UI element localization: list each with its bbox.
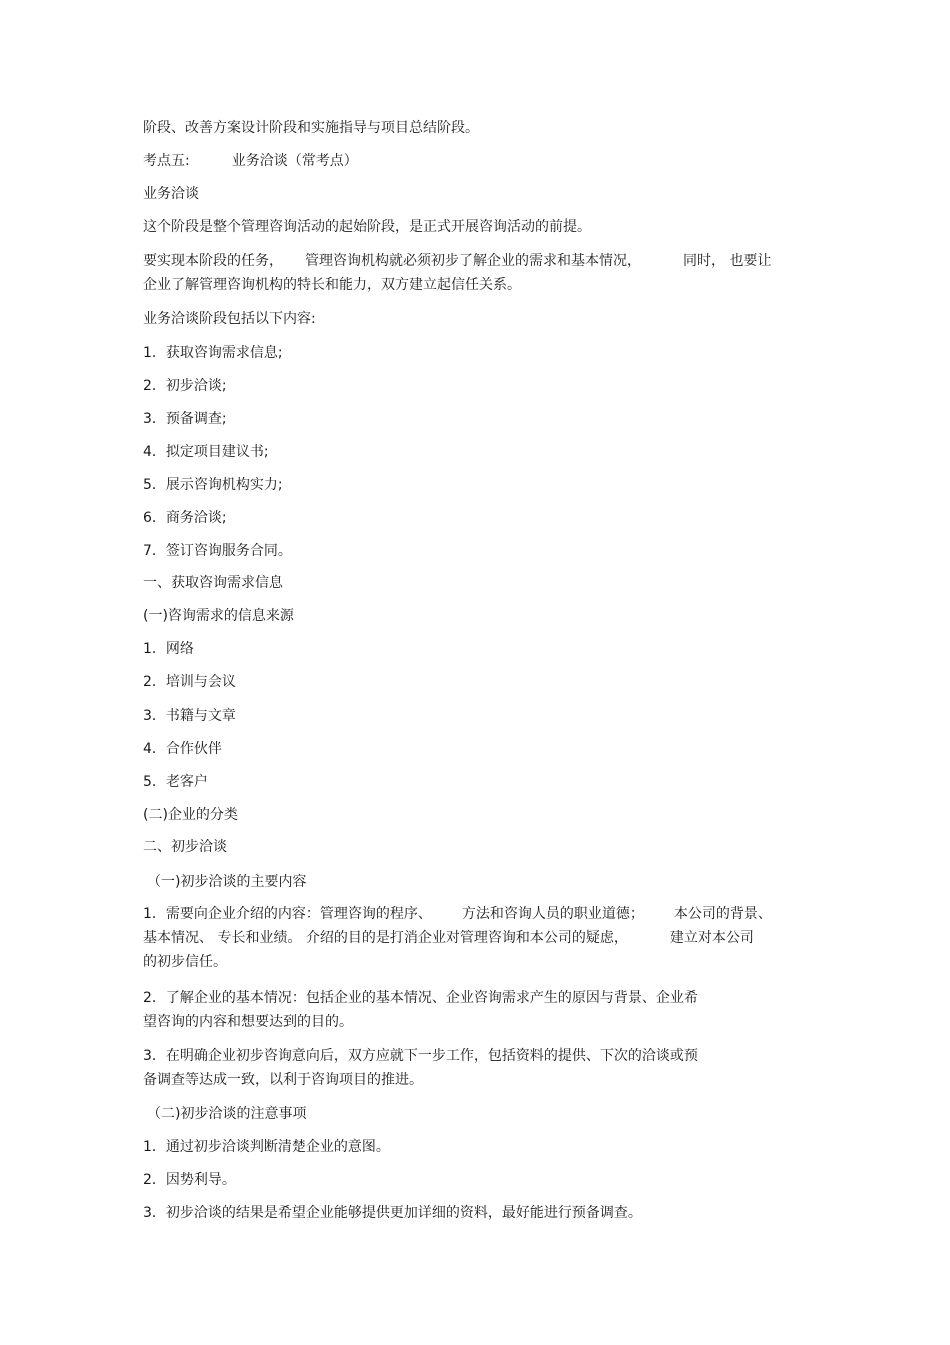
text-segment: 本公司的背景、 [673, 906, 772, 922]
text-line: 备调查等达成一致，以利于咨询项目的推进。 [143, 1072, 423, 1088]
text-segment: 1．需要向企业介绍的内容：管理咨询的程序、 [143, 906, 432, 922]
text-line: 业务洽谈阶段包括以下内容: [143, 311, 316, 327]
list-item: 7．签订咨询服务合同。 [143, 543, 292, 559]
text-line: 企业了解管理咨询机构的特长和能力，双方建立起信任关系。 [143, 277, 521, 293]
text-segment: 管理咨询机构就必须初步了解企业的需求和基本情况， [305, 253, 641, 269]
subheading: (二)企业的分类 [143, 807, 238, 823]
list-item: 1．获取咨询需求信息; [143, 345, 283, 361]
list-item: 4．拟定项目建议书; [143, 444, 269, 460]
subheading: 业务洽谈 [143, 186, 199, 202]
list-item: 5．展示咨询机构实力; [143, 477, 283, 493]
text-segment: 建立对本公司 [669, 930, 754, 946]
text-line: 2．了解企业的基本情况：包括企业的基本情况、企业咨询需求产生的原因与背景、企业希 [143, 990, 698, 1006]
text-line: 这个阶段是整个管理咨询活动的起始阶段，是正式开展咨询活动的前提。 [143, 219, 591, 235]
list-item: 2．初步洽谈; [143, 378, 227, 394]
text-segment: 同时， 也要让 [683, 253, 772, 269]
text-line: 的初步信任。 [143, 954, 227, 970]
list-item: 1．通过初步洽谈判断清楚企业的意图。 [143, 1139, 390, 1155]
list-item: 4．合作伙伴 [143, 741, 222, 757]
text-segment: 基本情况、 专长和业绩。 介绍的目的是打消企业对管理咨询和本公司的疑虑， [143, 930, 628, 946]
list-item: 2．培训与会议 [143, 674, 236, 690]
text-line: 阶段、改善方案设计阶段和实施指导与项目总结阶段。 [143, 120, 479, 136]
subheading: （一)初步洽谈的主要内容 [147, 874, 307, 890]
text-line: 3．在明确企业初步咨询意向后，双方应就下一步工作，包括资料的提供、下次的洽谈或预 [143, 1048, 698, 1064]
section-heading [143, 152, 358, 170]
list-item: 6．商务洽谈; [143, 510, 227, 526]
text-segment: 要实现本阶段的任务， [143, 253, 283, 269]
list-item: 5．老客户 [143, 774, 208, 790]
list-item: 3．书籍与文章 [143, 708, 236, 724]
list-item: 3．预备调查; [143, 411, 227, 427]
heading-title: 业务洽谈（常考点） [231, 153, 358, 169]
list-item: 1．网络 [143, 641, 194, 657]
section-heading: 一、获取咨询需求信息 [143, 575, 283, 591]
heading-label: 考点五: [143, 153, 190, 169]
text-line [143, 929, 754, 947]
text-segment: 方法和咨询人员的职业道德； [461, 906, 644, 922]
text-line [143, 252, 771, 270]
text-line [143, 905, 772, 923]
section-heading: 二、初步洽谈 [143, 839, 227, 855]
list-item: 2．因势利导。 [143, 1172, 236, 1188]
text-line: 望咨询的内容和想要达到的目的。 [143, 1014, 353, 1030]
subheading: （二)初步洽谈的注意事项 [147, 1106, 307, 1122]
list-item: 3．初步洽谈的结果是希望企业能够提供更加详细的资料，最好能进行预备调查。 [143, 1205, 642, 1221]
subheading: (一)咨询需求的信息来源 [143, 608, 294, 624]
